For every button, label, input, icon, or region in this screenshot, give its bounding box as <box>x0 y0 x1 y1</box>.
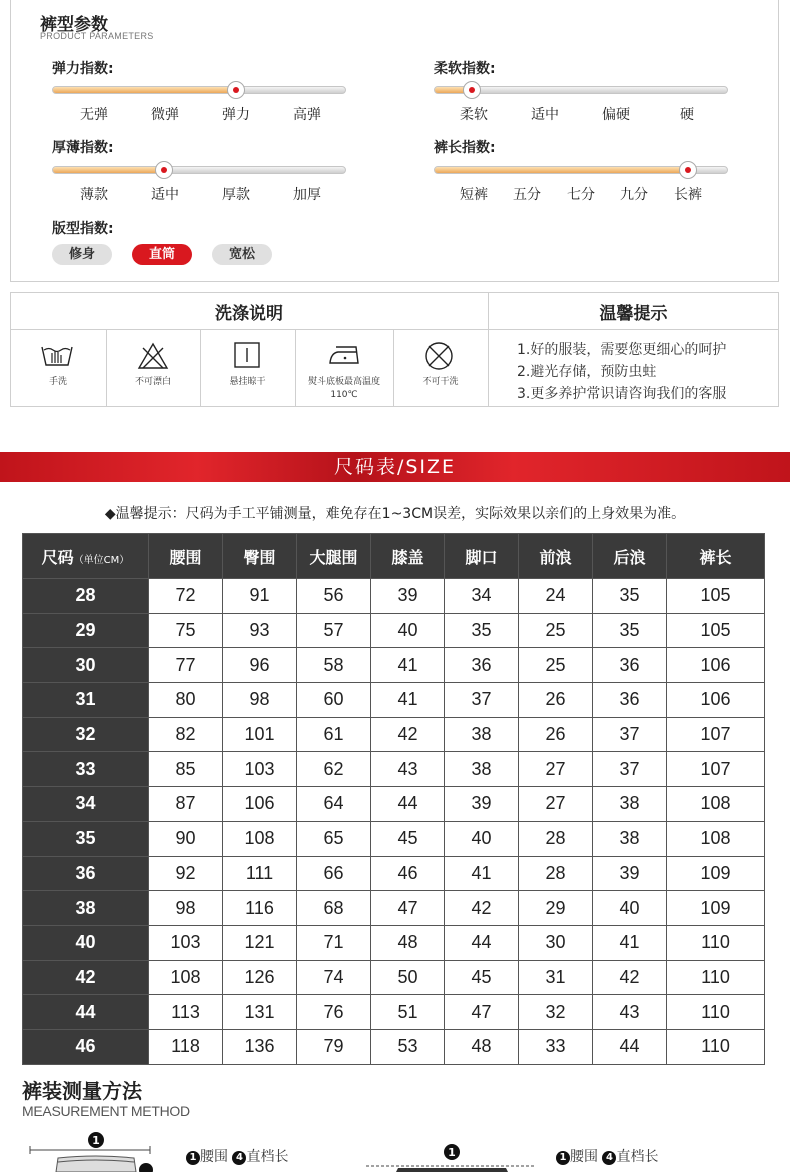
measure-cell: 37 <box>593 752 667 787</box>
measure-cell: 25 <box>519 613 593 648</box>
measure-cell: 108 <box>223 821 297 856</box>
iron-icon <box>328 343 362 367</box>
tip-line: 2.避光存储，预防虫蛀 <box>517 364 657 380</box>
elasticity-tick: 微弹 <box>151 107 179 123</box>
thickness-fill <box>53 167 164 173</box>
divider <box>200 329 201 407</box>
length-fill <box>435 167 689 173</box>
size-banner-title: 尺码表/SIZE <box>333 456 457 478</box>
size-cell: 46 <box>23 1029 149 1064</box>
size-cell: 36 <box>23 856 149 891</box>
measure-cell: 64 <box>297 787 371 822</box>
legend-number: 1 <box>556 1151 570 1165</box>
measure-cell: 71 <box>297 925 371 960</box>
column-header: 大腿围 <box>297 534 371 579</box>
table-row <box>23 787 765 822</box>
product-parameters-panel <box>10 0 779 282</box>
measure-cell: 121 <box>223 925 297 960</box>
measure-cell: 101 <box>223 717 297 752</box>
measure-cell: 43 <box>593 995 667 1030</box>
measure-cell: 35 <box>593 613 667 648</box>
divider <box>10 329 779 330</box>
measure-cell: 48 <box>445 1029 519 1064</box>
legend-number: 1 <box>186 1151 200 1165</box>
table-row <box>23 648 765 683</box>
measure-cell: 31 <box>519 960 593 995</box>
length-tick: 七分 <box>567 187 595 203</box>
elasticity-tick: 无弹 <box>80 107 108 123</box>
measure-cell: 28 <box>519 856 593 891</box>
measure-cell: 30 <box>519 925 593 960</box>
wash-title: 洗涤说明 <box>215 304 283 324</box>
measure-cell: 44 <box>371 787 445 822</box>
measure-cell: 110 <box>667 925 765 960</box>
measure-cell: 41 <box>445 856 519 891</box>
measure-cell: 65 <box>297 821 371 856</box>
measure-cell: 106 <box>667 683 765 718</box>
measure-cell: 32 <box>519 995 593 1030</box>
measure-cell: 108 <box>667 787 765 822</box>
softness-tick: 硬 <box>680 107 694 123</box>
measure-cell: 80 <box>149 683 223 718</box>
measure-cell: 68 <box>297 891 371 926</box>
legend-label: 直档长 <box>616 1149 659 1165</box>
measure-cell: 61 <box>297 717 371 752</box>
measure-cell: 42 <box>593 960 667 995</box>
elasticity-slider <box>52 86 346 94</box>
size-cell: 35 <box>23 821 149 856</box>
column-header: 裤长 <box>667 534 765 579</box>
size-cell: 40 <box>23 925 149 960</box>
column-header: 膝盖 <box>371 534 445 579</box>
measure-cell: 77 <box>149 648 223 683</box>
wash-label: 手洗 <box>48 377 67 387</box>
measure-cell: 113 <box>149 995 223 1030</box>
softness-label: 柔软指数: <box>434 61 496 77</box>
measure-cell: 105 <box>667 613 765 648</box>
measure-cell: 108 <box>667 821 765 856</box>
thickness-tick: 加厚 <box>293 187 321 203</box>
measure-cell: 38 <box>445 717 519 752</box>
table-row <box>23 995 765 1030</box>
no-bleach-icon <box>137 342 169 370</box>
measure-cell: 35 <box>445 613 519 648</box>
size-cell: 34 <box>23 787 149 822</box>
measure-cell: 98 <box>223 683 297 718</box>
tip-line: 1.好的服装，需要您更细心的呵护 <box>517 342 727 358</box>
measure-legend-b <box>556 1146 658 1166</box>
column-header: 脚口 <box>445 534 519 579</box>
measure-cell: 91 <box>223 579 297 614</box>
table-row <box>23 752 765 787</box>
wash-label: 熨斗底板最高温度110℃ <box>307 377 380 400</box>
hang-dry-icon <box>233 341 261 369</box>
length-tick: 短裤 <box>460 187 488 203</box>
wash-label: 不可干洗 <box>422 377 459 387</box>
measure-cell: 106 <box>223 787 297 822</box>
measure-cell: 58 <box>297 648 371 683</box>
measure-cell: 38 <box>593 787 667 822</box>
thickness-knob <box>155 161 173 179</box>
thickness-tick: 厚款 <box>222 187 250 203</box>
legend-number: 4 <box>602 1151 616 1165</box>
header-unit: （单位CM） <box>73 554 130 566</box>
measure-cell: 42 <box>371 717 445 752</box>
fit-option-slim: 修身 <box>52 244 112 265</box>
measure-cell: 37 <box>593 717 667 752</box>
thickness-tick: 薄款 <box>80 187 108 203</box>
measure-cell: 45 <box>371 821 445 856</box>
measure-cell: 39 <box>371 579 445 614</box>
column-header: 后浪 <box>593 534 667 579</box>
table-row <box>23 613 765 648</box>
header-size <box>23 534 149 579</box>
size-table-header <box>23 534 765 579</box>
no-dry-clean-icon <box>424 341 454 371</box>
divider <box>393 329 394 407</box>
measure-cell: 110 <box>667 960 765 995</box>
measure-cell: 25 <box>519 648 593 683</box>
length-tick: 长裤 <box>674 187 702 203</box>
measure-cell: 38 <box>445 752 519 787</box>
column-header: 前浪 <box>519 534 593 579</box>
measure-cell: 42 <box>445 891 519 926</box>
size-cell: 44 <box>23 995 149 1030</box>
measure-cell: 34 <box>445 579 519 614</box>
elasticity-label: 弹力指数: <box>52 61 114 77</box>
measure-cell: 107 <box>667 717 765 752</box>
measure-cell: 39 <box>593 856 667 891</box>
measure-cell: 47 <box>371 891 445 926</box>
hand-wash-icon <box>40 341 74 369</box>
measure-cell: 82 <box>149 717 223 752</box>
measure-cell: 109 <box>667 856 765 891</box>
measure-cell: 62 <box>297 752 371 787</box>
params-subtitle: PRODUCT PARAMETERS <box>40 31 154 41</box>
elasticity-tick: 高弹 <box>293 107 321 123</box>
measure-cell: 47 <box>445 995 519 1030</box>
measure-cell: 41 <box>371 683 445 718</box>
table-row <box>23 683 765 718</box>
measure-cell: 27 <box>519 752 593 787</box>
size-cell: 30 <box>23 648 149 683</box>
measure-cell: 28 <box>519 821 593 856</box>
measure-cell: 48 <box>371 925 445 960</box>
measure-cell: 36 <box>445 648 519 683</box>
measure-cell: 46 <box>371 856 445 891</box>
params-title: 裤型参数 <box>40 15 108 35</box>
measure-cell: 66 <box>297 856 371 891</box>
header-size-label: 尺码 <box>41 547 74 567</box>
elasticity-fill <box>53 87 234 93</box>
pants-diagram-back <box>360 1140 540 1172</box>
measure-cell: 92 <box>149 856 223 891</box>
measure-cell: 93 <box>223 613 297 648</box>
measure-cell: 110 <box>667 1029 765 1064</box>
softness-knob <box>463 81 481 99</box>
measure-cell: 116 <box>223 891 297 926</box>
measure-cell: 107 <box>667 752 765 787</box>
size-note: ◆温馨提示：尺码为手工平铺测量，难免存在1~3CM误差，实际效果以亲们的上身效果为准。 <box>104 506 686 522</box>
measure-cell: 33 <box>519 1029 593 1064</box>
measure-cell: 57 <box>297 613 371 648</box>
table-row <box>23 1029 765 1064</box>
size-cell: 32 <box>23 717 149 752</box>
measure-cell: 111 <box>223 856 297 891</box>
measure-cell: 76 <box>297 995 371 1030</box>
thickness-label: 厚薄指数: <box>52 140 114 156</box>
length-tick: 五分 <box>513 187 541 203</box>
svg-text:1: 1 <box>92 1134 100 1147</box>
wash-label: 悬挂晾干 <box>229 377 266 387</box>
legend-label: 腰围 <box>200 1149 228 1165</box>
table-row <box>23 821 765 856</box>
size-cell: 33 <box>23 752 149 787</box>
thickness-tick: 适中 <box>151 187 179 203</box>
measure-cell: 35 <box>593 579 667 614</box>
fit-label: 版型指数: <box>52 221 114 237</box>
measure-cell: 109 <box>667 891 765 926</box>
fit-option-loose: 宽松 <box>212 244 272 265</box>
thickness-slider <box>52 166 346 174</box>
length-tick: 九分 <box>620 187 648 203</box>
size-cell: 28 <box>23 579 149 614</box>
table-row <box>23 891 765 926</box>
legend-label: 腰围 <box>570 1149 598 1165</box>
measure-cell: 90 <box>149 821 223 856</box>
measure-cell: 75 <box>149 613 223 648</box>
column-header: 腰围 <box>149 534 223 579</box>
size-table <box>22 533 765 1065</box>
table-row <box>23 579 765 614</box>
size-cell: 29 <box>23 613 149 648</box>
measure-cell: 36 <box>593 683 667 718</box>
measure-legend-a <box>186 1146 288 1166</box>
measure-title: 裤装测量方法 <box>22 1079 142 1103</box>
table-row <box>23 856 765 891</box>
tips-title: 温馨提示 <box>599 304 668 324</box>
measure-cell: 103 <box>149 925 223 960</box>
measure-cell: 36 <box>593 648 667 683</box>
measure-cell: 56 <box>297 579 371 614</box>
measure-cell: 110 <box>667 995 765 1030</box>
measure-cell: 108 <box>149 960 223 995</box>
elasticity-knob <box>227 81 245 99</box>
measure-cell: 79 <box>297 1029 371 1064</box>
measure-cell: 105 <box>667 579 765 614</box>
measure-cell: 44 <box>445 925 519 960</box>
measure-cell: 136 <box>223 1029 297 1064</box>
measure-cell: 98 <box>149 891 223 926</box>
measure-cell: 24 <box>519 579 593 614</box>
wash-label: 不可漂白 <box>134 377 171 387</box>
length-label: 裤长指数: <box>434 140 496 156</box>
size-cell: 38 <box>23 891 149 926</box>
column-header: 臀围 <box>223 534 297 579</box>
table-row <box>23 925 765 960</box>
measure-cell: 131 <box>223 995 297 1030</box>
table-row <box>23 717 765 752</box>
measure-cell: 60 <box>297 683 371 718</box>
measure-cell: 85 <box>149 752 223 787</box>
measure-cell: 26 <box>519 683 593 718</box>
measure-cell: 43 <box>371 752 445 787</box>
measure-cell: 72 <box>149 579 223 614</box>
tip-line: 3.更多养护常识请咨询我们的客服 <box>517 386 727 402</box>
legend-label: 直档长 <box>246 1149 289 1165</box>
legend-number: 4 <box>232 1151 246 1165</box>
measure-cell: 45 <box>445 960 519 995</box>
measure-cell: 87 <box>149 787 223 822</box>
softness-tick: 柔软 <box>460 107 488 123</box>
measure-cell: 41 <box>371 648 445 683</box>
measure-cell: 53 <box>371 1029 445 1064</box>
measure-cell: 50 <box>371 960 445 995</box>
table-row <box>23 960 765 995</box>
measure-cell: 74 <box>297 960 371 995</box>
fit-option-straight-selected: 直筒 <box>132 244 192 265</box>
measure-cell: 38 <box>593 821 667 856</box>
measure-cell: 40 <box>445 821 519 856</box>
measure-cell: 96 <box>223 648 297 683</box>
softness-tick: 适中 <box>531 107 559 123</box>
svg-text:1: 1 <box>448 1146 456 1159</box>
measure-cell: 29 <box>519 891 593 926</box>
measure-cell: 106 <box>667 648 765 683</box>
divider <box>106 329 107 407</box>
elasticity-tick: 弹力 <box>222 107 250 123</box>
length-knob <box>679 161 697 179</box>
measure-subtitle: MEASUREMENT METHOD <box>22 1103 190 1119</box>
measure-cell: 44 <box>593 1029 667 1064</box>
measure-cell: 27 <box>519 787 593 822</box>
size-cell: 42 <box>23 960 149 995</box>
measure-cell: 39 <box>445 787 519 822</box>
measure-cell: 37 <box>445 683 519 718</box>
measure-cell: 51 <box>371 995 445 1030</box>
measure-cell: 118 <box>149 1029 223 1064</box>
pants-diagram-front <box>22 1128 162 1172</box>
size-cell: 31 <box>23 683 149 718</box>
softness-tick: 偏硬 <box>602 107 630 123</box>
measure-cell: 26 <box>519 717 593 752</box>
measure-cell: 40 <box>371 613 445 648</box>
measure-cell: 41 <box>593 925 667 960</box>
measure-cell: 103 <box>223 752 297 787</box>
measure-cell: 126 <box>223 960 297 995</box>
measure-cell: 40 <box>593 891 667 926</box>
